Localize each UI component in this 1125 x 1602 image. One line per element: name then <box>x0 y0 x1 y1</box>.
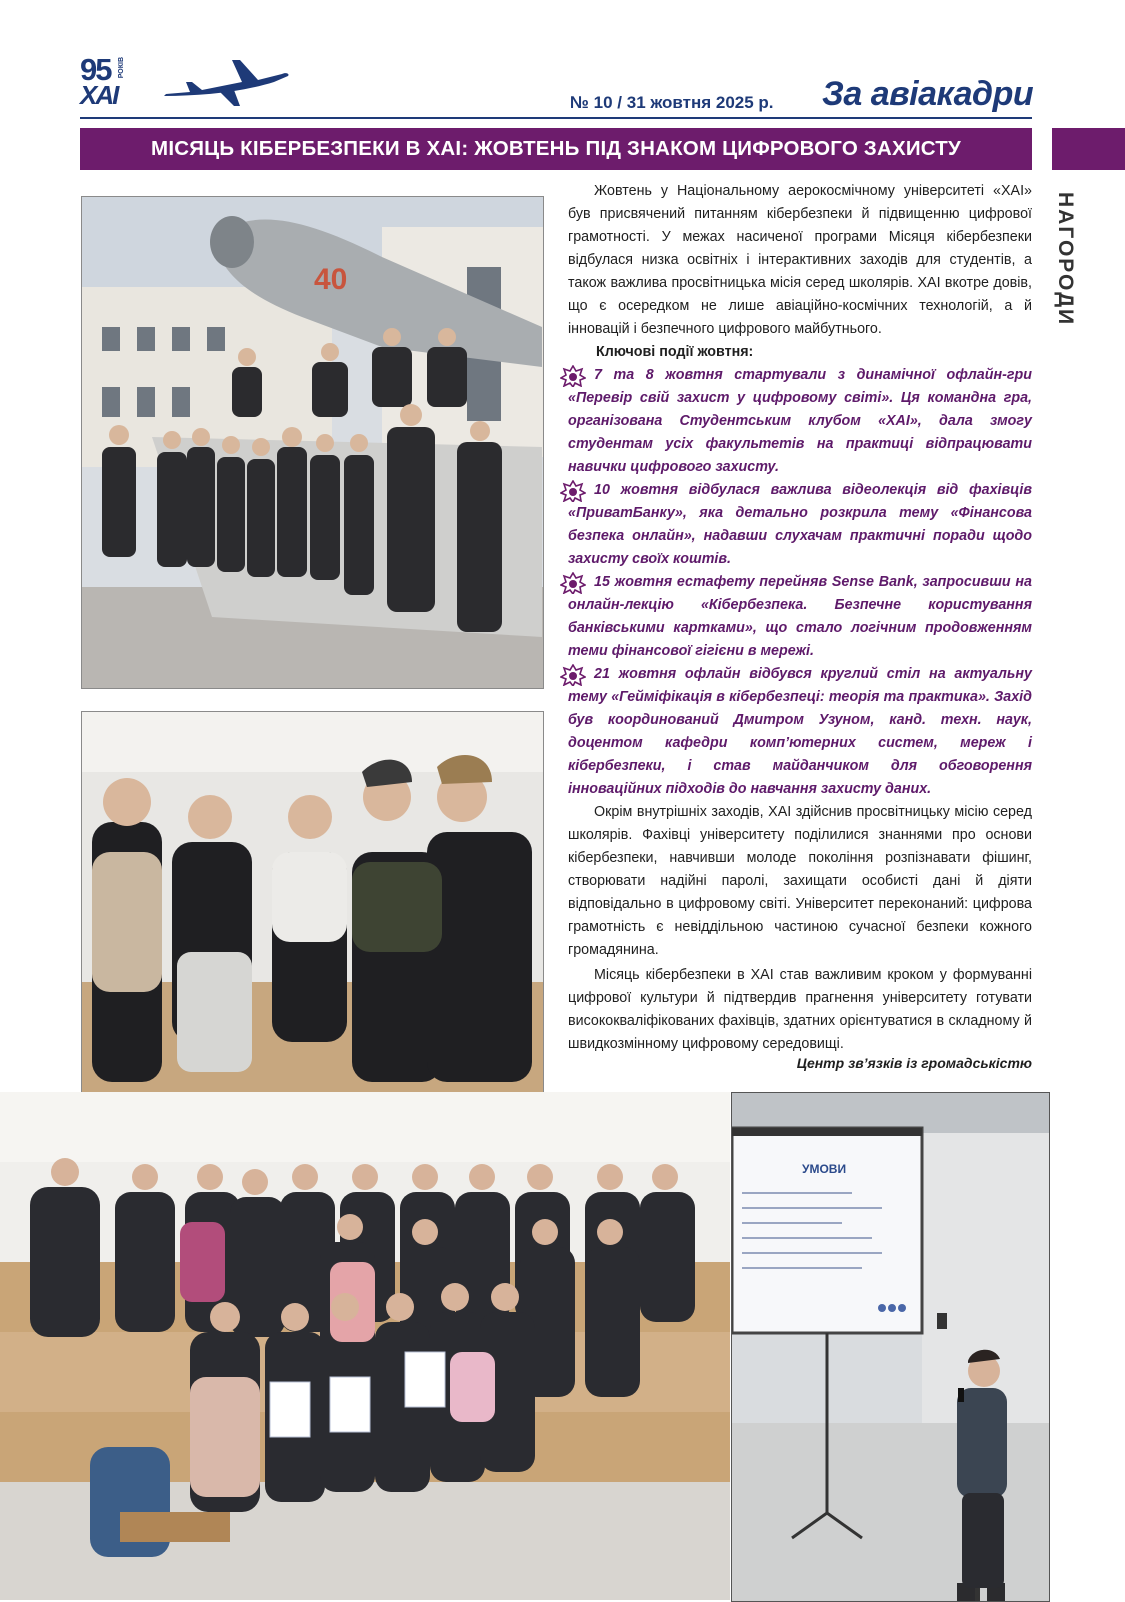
event-item <box>568 571 1032 663</box>
event-item <box>568 479 1032 571</box>
section-tab-marker <box>1052 128 1125 170</box>
seal-icon <box>560 572 586 594</box>
event-text: 21 жовтня офлайн відбувся круглий стіл на актуальну тему «Гейміфікація в кібербезпеці: теорія та практика». Захід був координований Дмитром Узуном, канд. техн. наук, доцентом кафедри комп’ютерних систем, мереж і кібербезпеки, і став майданчиком для обговорення інноваційних підходів до навчання захисту даних. <box>568 666 1032 797</box>
article-title: МІСЯЦЬ КІБЕРБЕЗПЕКИ В ХАІ: ЖОВТЕНЬ ПІД ЗНАКОМ ЦИФРОВОГО ЗАХИСТУ <box>80 128 1032 170</box>
jet-number: 40 <box>314 263 348 296</box>
newspaper-name: За авіакадри <box>822 75 1034 113</box>
article-outreach: Окрім внутрішніх заходів, ХАІ здійснив просвітницьку місію серед школярів. Фахівці університету поділилися знаннями про основи кібербезпеки, навчивши молоде покоління розпізнавати фішинг, створювати надійні паролі, захищати особисті дані й діяти відповідально в цифровому світі. Університет переконаний: цифрова грамотність є невіддільною частиною сучасної безпеки кожного громадянина. <box>568 804 1032 958</box>
logo-years-label: РОКІВ <box>118 57 125 79</box>
photo-students-at-jet-monument <box>81 196 544 689</box>
article-body <box>568 180 1032 1056</box>
article-intro: Жовтень у Національному аерокосмічному університеті «ХАІ» був присвячений питанням кібербезпеки й підвищенню цифрової грамотності. У межах насиченої програми Місяця кібербезпеки відбулася низка освітніх і інтерактивних заходів для студентів, а також важлива просвітницька місія серед школярів. ХАІ вкотре довів, що є осередком не лише авіаційно-космічних технологій, а й інновацій і безпечного цифрового майбутнього. <box>568 183 1032 337</box>
section-label: НАГОРОДИ <box>1054 192 1077 327</box>
university-logo <box>80 54 132 110</box>
event-item <box>568 663 1032 801</box>
issue-info: № 10 / 31 жовтня 2025 р. <box>570 93 774 112</box>
key-events-heading: Ключові події жовтня: <box>596 344 754 360</box>
seal-icon <box>560 365 586 387</box>
slide-title: УМОВИ <box>802 1162 847 1176</box>
header-divider <box>80 117 1032 119</box>
event-text: 7 та 8 жовтня стартували з динамічної офлайн-гри «Перевір свій захист у цифровому світі». Ця командна гра, організована Студентським клубом «ХАІ», дала змогу студентам усіх факультетів на практиці відпрацювати навички цифрового захисту. <box>568 367 1032 475</box>
photo-presenter-projector <box>731 1092 1050 1602</box>
photo-students-discussion <box>81 711 544 1093</box>
article-signature: Центр зв’язків із громадськістю <box>796 1055 1032 1071</box>
seal-icon <box>560 480 586 502</box>
event-text: 10 жовтня відбулася важлива відеолекція від фахівців «ПриватБанку», яка детально розкрила тему «Фінансова безпека онлайн», надавши слухачам практичні поради щодо захисту своїх коштів. <box>568 482 1032 567</box>
plane-icon <box>162 52 292 108</box>
seal-icon <box>560 664 586 686</box>
event-text: 15 жовтня естафету перейняв Sense Bank, запросивши на онлайн-лекцію «Кібербезпека. Безпечне користування банківськими картками», що стало логічним продовженням теми фінансової гігієни в мережі. <box>568 574 1032 659</box>
article-conclusion: Місяць кібербезпеки в ХАІ став важливим кроком у формуванні цифрової культури й підтвердив прагнення університету готувати висококваліфікованих фахівців, здатних орієнтуватися в складному й швидкозмінному цифровому середовищі. <box>568 967 1032 1052</box>
logo-abbreviation: ХАІ <box>80 80 118 110</box>
logo-anniversary-number: 95 <box>80 52 111 87</box>
photo-group-seating <box>0 1092 730 1600</box>
event-item <box>568 364 1032 479</box>
